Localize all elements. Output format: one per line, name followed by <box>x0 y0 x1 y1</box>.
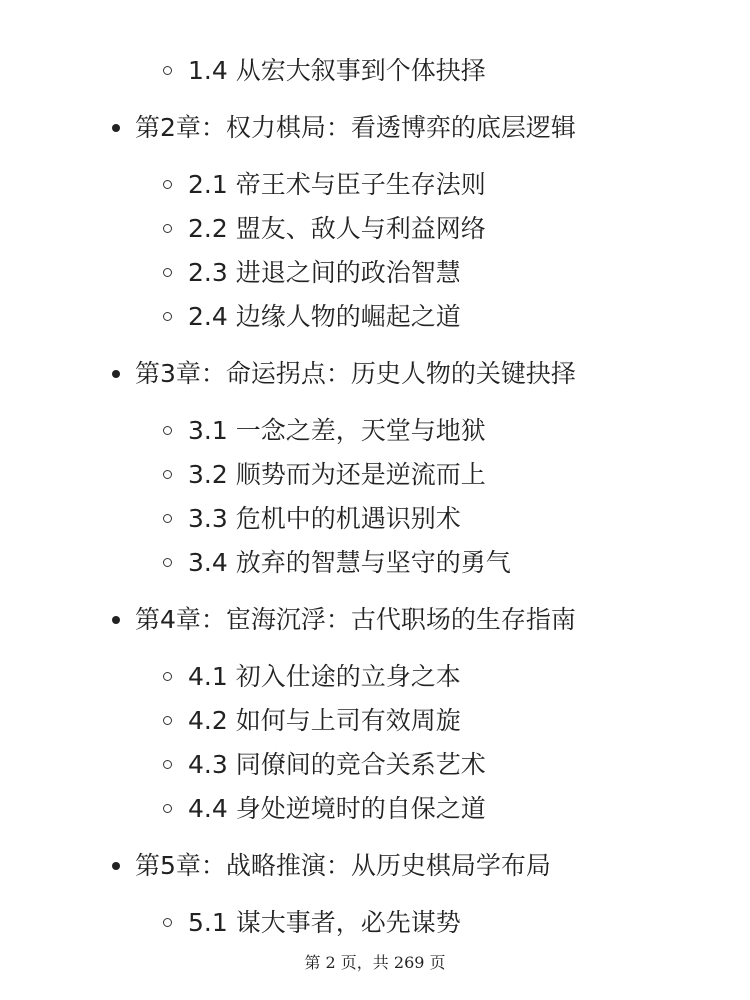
toc-section-label: 5.1 谋大事者，必先谋势 <box>188 908 461 937</box>
toc-section-item <box>188 748 486 782</box>
toc-section-label: 3.4 放弃的智慧与坚守的勇气 <box>188 548 511 577</box>
toc-chapter-item <box>135 111 576 145</box>
toc-section-label: 4.3 同僚间的竞合关系艺术 <box>188 750 486 779</box>
hollow-bullet-icon <box>163 180 172 189</box>
page-footer: 第 2 页，共 269 页 <box>304 953 446 972</box>
toc-section-label: 2.2 盟友、敌人与利益网络 <box>188 214 486 243</box>
toc-section-item <box>188 168 486 202</box>
toc-chapter-title: 第2章：权力棋局：看透博弈的底层逻辑 <box>135 113 576 142</box>
toc-section-item <box>188 704 461 738</box>
toc-chapter-item <box>135 357 576 391</box>
hollow-bullet-icon <box>163 312 172 321</box>
hollow-bullet-icon <box>163 66 172 75</box>
toc-section-label: 2.4 边缘人物的崛起之道 <box>188 302 461 331</box>
toc-chapter-title: 第3章：命运拐点：历史人物的关键抉择 <box>135 359 576 388</box>
hollow-bullet-icon <box>163 558 172 567</box>
toc-section-label: 1.4 从宏大叙事到个体抉择 <box>188 56 486 85</box>
hollow-bullet-icon <box>163 268 172 277</box>
toc-section-label: 4.1 初入仕途的立身之本 <box>188 662 461 691</box>
hollow-bullet-icon <box>163 760 172 769</box>
hollow-bullet-icon <box>163 470 172 479</box>
bullet-icon <box>112 370 120 378</box>
toc-section-label: 3.3 危机中的机遇识别术 <box>188 504 461 533</box>
toc-section-item <box>188 458 486 492</box>
hollow-bullet-icon <box>163 672 172 681</box>
toc-section-item <box>188 256 461 290</box>
toc-chapter-title: 第5章：战略推演：从历史棋局学布局 <box>135 851 551 880</box>
toc-section-label: 3.1 一念之差，天堂与地狱 <box>188 416 486 445</box>
toc-section-item <box>188 414 486 448</box>
toc-chapter-item <box>135 849 551 883</box>
toc-section-item <box>188 300 461 334</box>
toc-section-item <box>188 54 486 88</box>
toc-section-label: 2.1 帝王术与臣子生存法则 <box>188 170 486 199</box>
toc-chapter-title: 第4章：宦海沉浮：古代职场的生存指南 <box>135 605 576 634</box>
toc-chapter-item <box>135 603 576 637</box>
hollow-bullet-icon <box>163 426 172 435</box>
hollow-bullet-icon <box>163 224 172 233</box>
bullet-icon <box>112 862 120 870</box>
toc-section-item <box>188 660 461 694</box>
toc-section-label: 4.2 如何与上司有效周旋 <box>188 706 461 735</box>
hollow-bullet-icon <box>163 804 172 813</box>
toc-section-item <box>188 792 486 826</box>
toc-section-label: 4.4 身处逆境时的自保之道 <box>188 794 486 823</box>
toc-section-item <box>188 906 461 940</box>
toc-section-item <box>188 212 486 246</box>
toc-section-item <box>188 546 511 580</box>
toc-section-item <box>188 502 461 536</box>
bullet-icon <box>112 124 120 132</box>
hollow-bullet-icon <box>163 514 172 523</box>
hollow-bullet-icon <box>163 716 172 725</box>
hollow-bullet-icon <box>163 918 172 927</box>
toc-section-label: 3.2 顺势而为还是逆流而上 <box>188 460 486 489</box>
toc-section-label: 2.3 进退之间的政治智慧 <box>188 258 461 287</box>
bullet-icon <box>112 616 120 624</box>
